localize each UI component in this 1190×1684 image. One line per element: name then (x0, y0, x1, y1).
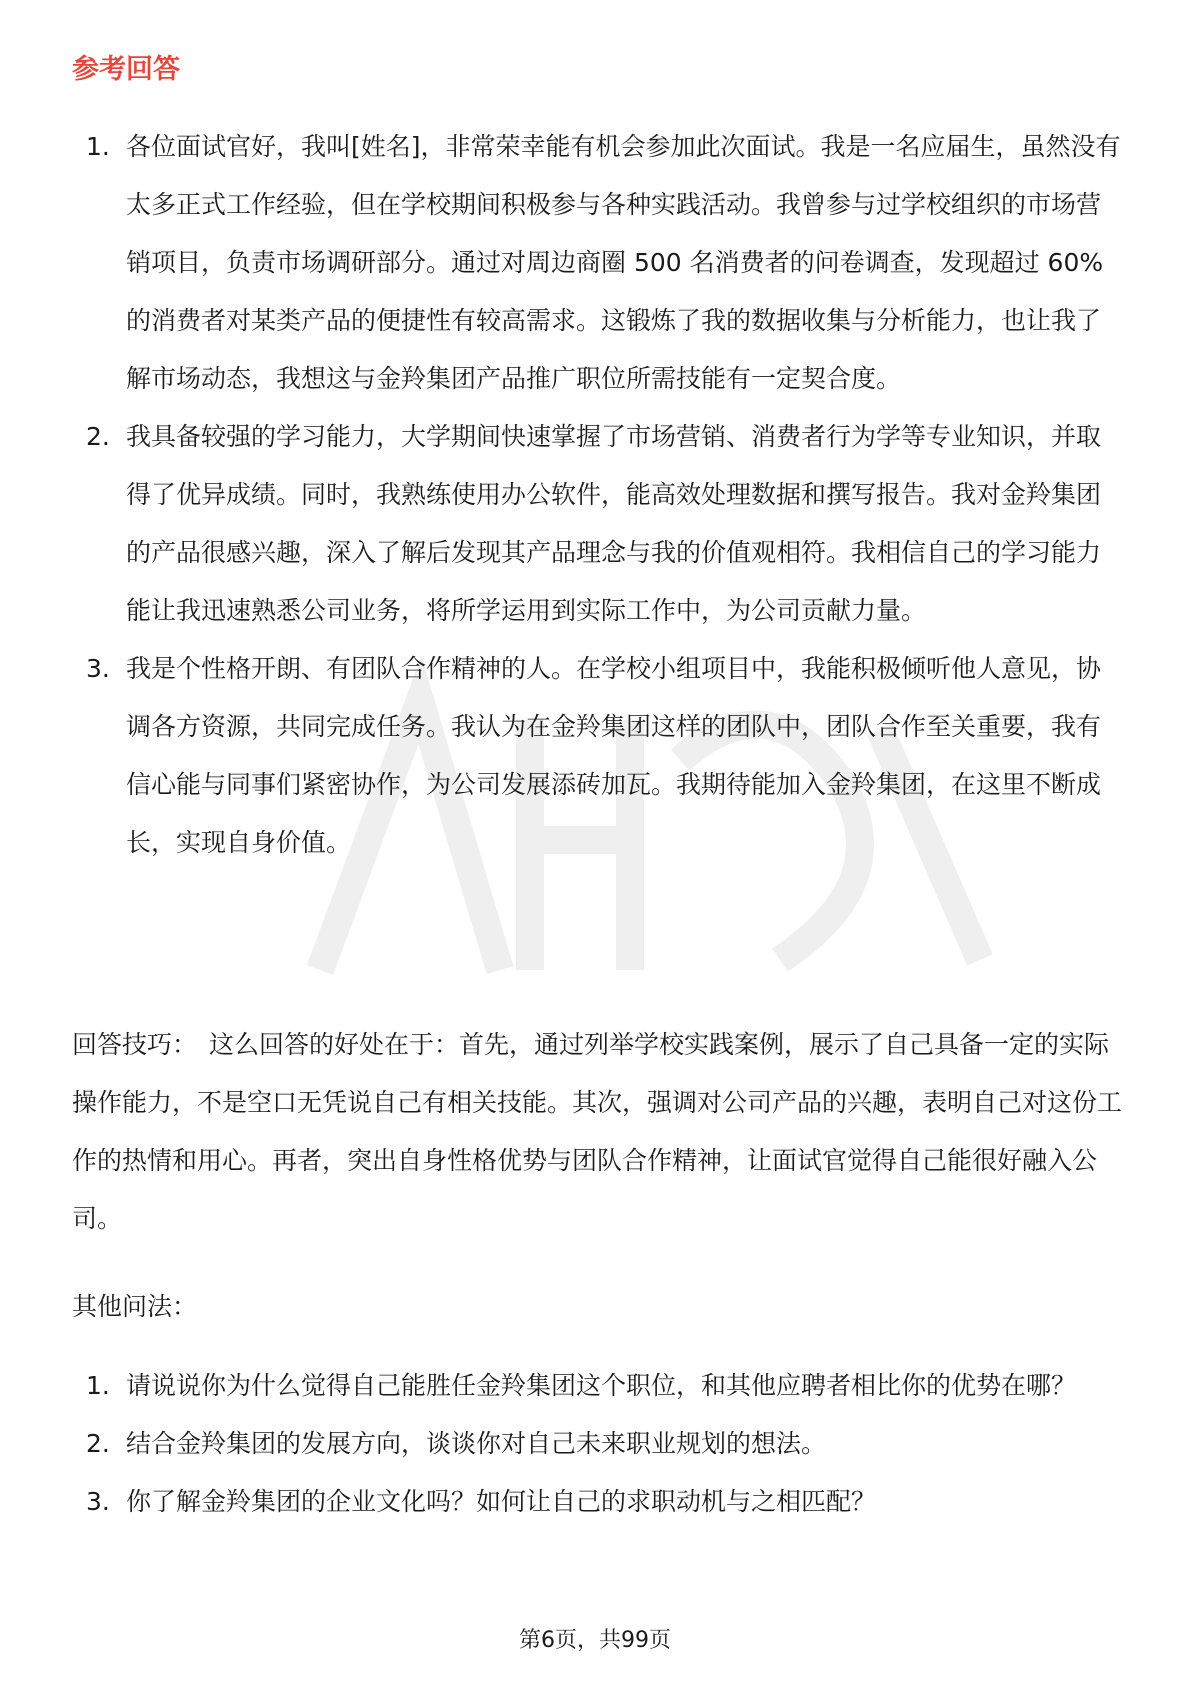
question-text: 你了解金羚集团的企业文化吗？如何让自己的求职动机与之相匹配？ (126, 1487, 877, 1516)
list-number: 3. (86, 654, 110, 683)
answer-text: 各位面试官好，我叫[姓名]，非常荣幸能有机会参加此次面试。我是一名应届生，虽然没有太多正式工作经验，但在学校期间积极参与各种实践活动。我曾参与过学校组织的市场营销项目，负责市场调研部分。通过对周边商圈 500 名消费者的问卷调查，发现超过 60%的消费者对某类产品的便捷性有较高需求。这锻炼了我的数据收集与分析能力，也让我了解市场动态，我想这与金羚集团产品推广职位所需技能有一定契合度。 (126, 132, 1121, 393)
answer-text: 我具备较强的学习能力，大学期间快速掌握了市场营销、消费者行为学等专业知识，并取得了优异成绩。同时，我熟练使用办公软件，能高效处理数据和撰写报告。我对金羚集团的产品很感兴趣，深入了解后发现其产品理念与我的价值观相符。我相信自己的学习能力能让我迅速熟悉公司业务，将所学运用到实际工作中，为公司贡献力量。 (126, 422, 1102, 625)
page-number-footer: 第6页，共99页 (519, 1628, 671, 1653)
list-number: 1. (86, 132, 110, 161)
other-questions-list (72, 1357, 1122, 1531)
other-questions-title: 其他问法： (72, 1292, 198, 1321)
answer-text: 我是个性格开朗、有团队合作精神的人。在学校小组项目中，我能积极倾听他人意见，协调各方资源，共同完成任务。我认为在金羚集团这样的团队中，团队合作至关重要，我有信心能与同事们紧密协作，为公司发展添砖加瓦。我期待能加入金羚集团，在这里不断成长，实现自身价值。 (126, 654, 1102, 857)
list-number: 2. (86, 422, 110, 451)
section-title-reference-answer: 参考回答 (72, 54, 180, 85)
answer-list (72, 118, 1122, 872)
other-question-item-1 (72, 1357, 1122, 1415)
list-number: 3. (86, 1487, 110, 1516)
other-question-item-2 (72, 1415, 1122, 1473)
tips-label: 回答技巧： (72, 1030, 198, 1059)
answer-item-1 (72, 118, 1122, 408)
answer-tips-paragraph (72, 1016, 1122, 1248)
question-text: 结合金羚集团的发展方向，谈谈你对自己未来职业规划的想法。 (126, 1429, 827, 1458)
list-number: 1. (86, 1371, 110, 1400)
answer-item-2 (72, 408, 1122, 640)
answer-item-3 (72, 640, 1122, 872)
question-text: 请说说你为什么觉得自己能胜任金羚集团这个职位，和其他应聘者相比你的优势在哪？ (126, 1371, 1077, 1400)
tips-text: 这么回答的好处在于：首先，通过列举学校实践案例，展示了自己具备一定的实际操作能力，不是空口无凭说自己有相关技能。其次，强调对公司产品的兴趣，表明自己对这份工作的热情和用心。再者，突出自身性格优势与团队合作精神，让面试官觉得自己能很好融入公司。 (72, 1030, 1123, 1233)
other-question-item-3 (72, 1473, 1122, 1531)
list-number: 2. (86, 1429, 110, 1458)
